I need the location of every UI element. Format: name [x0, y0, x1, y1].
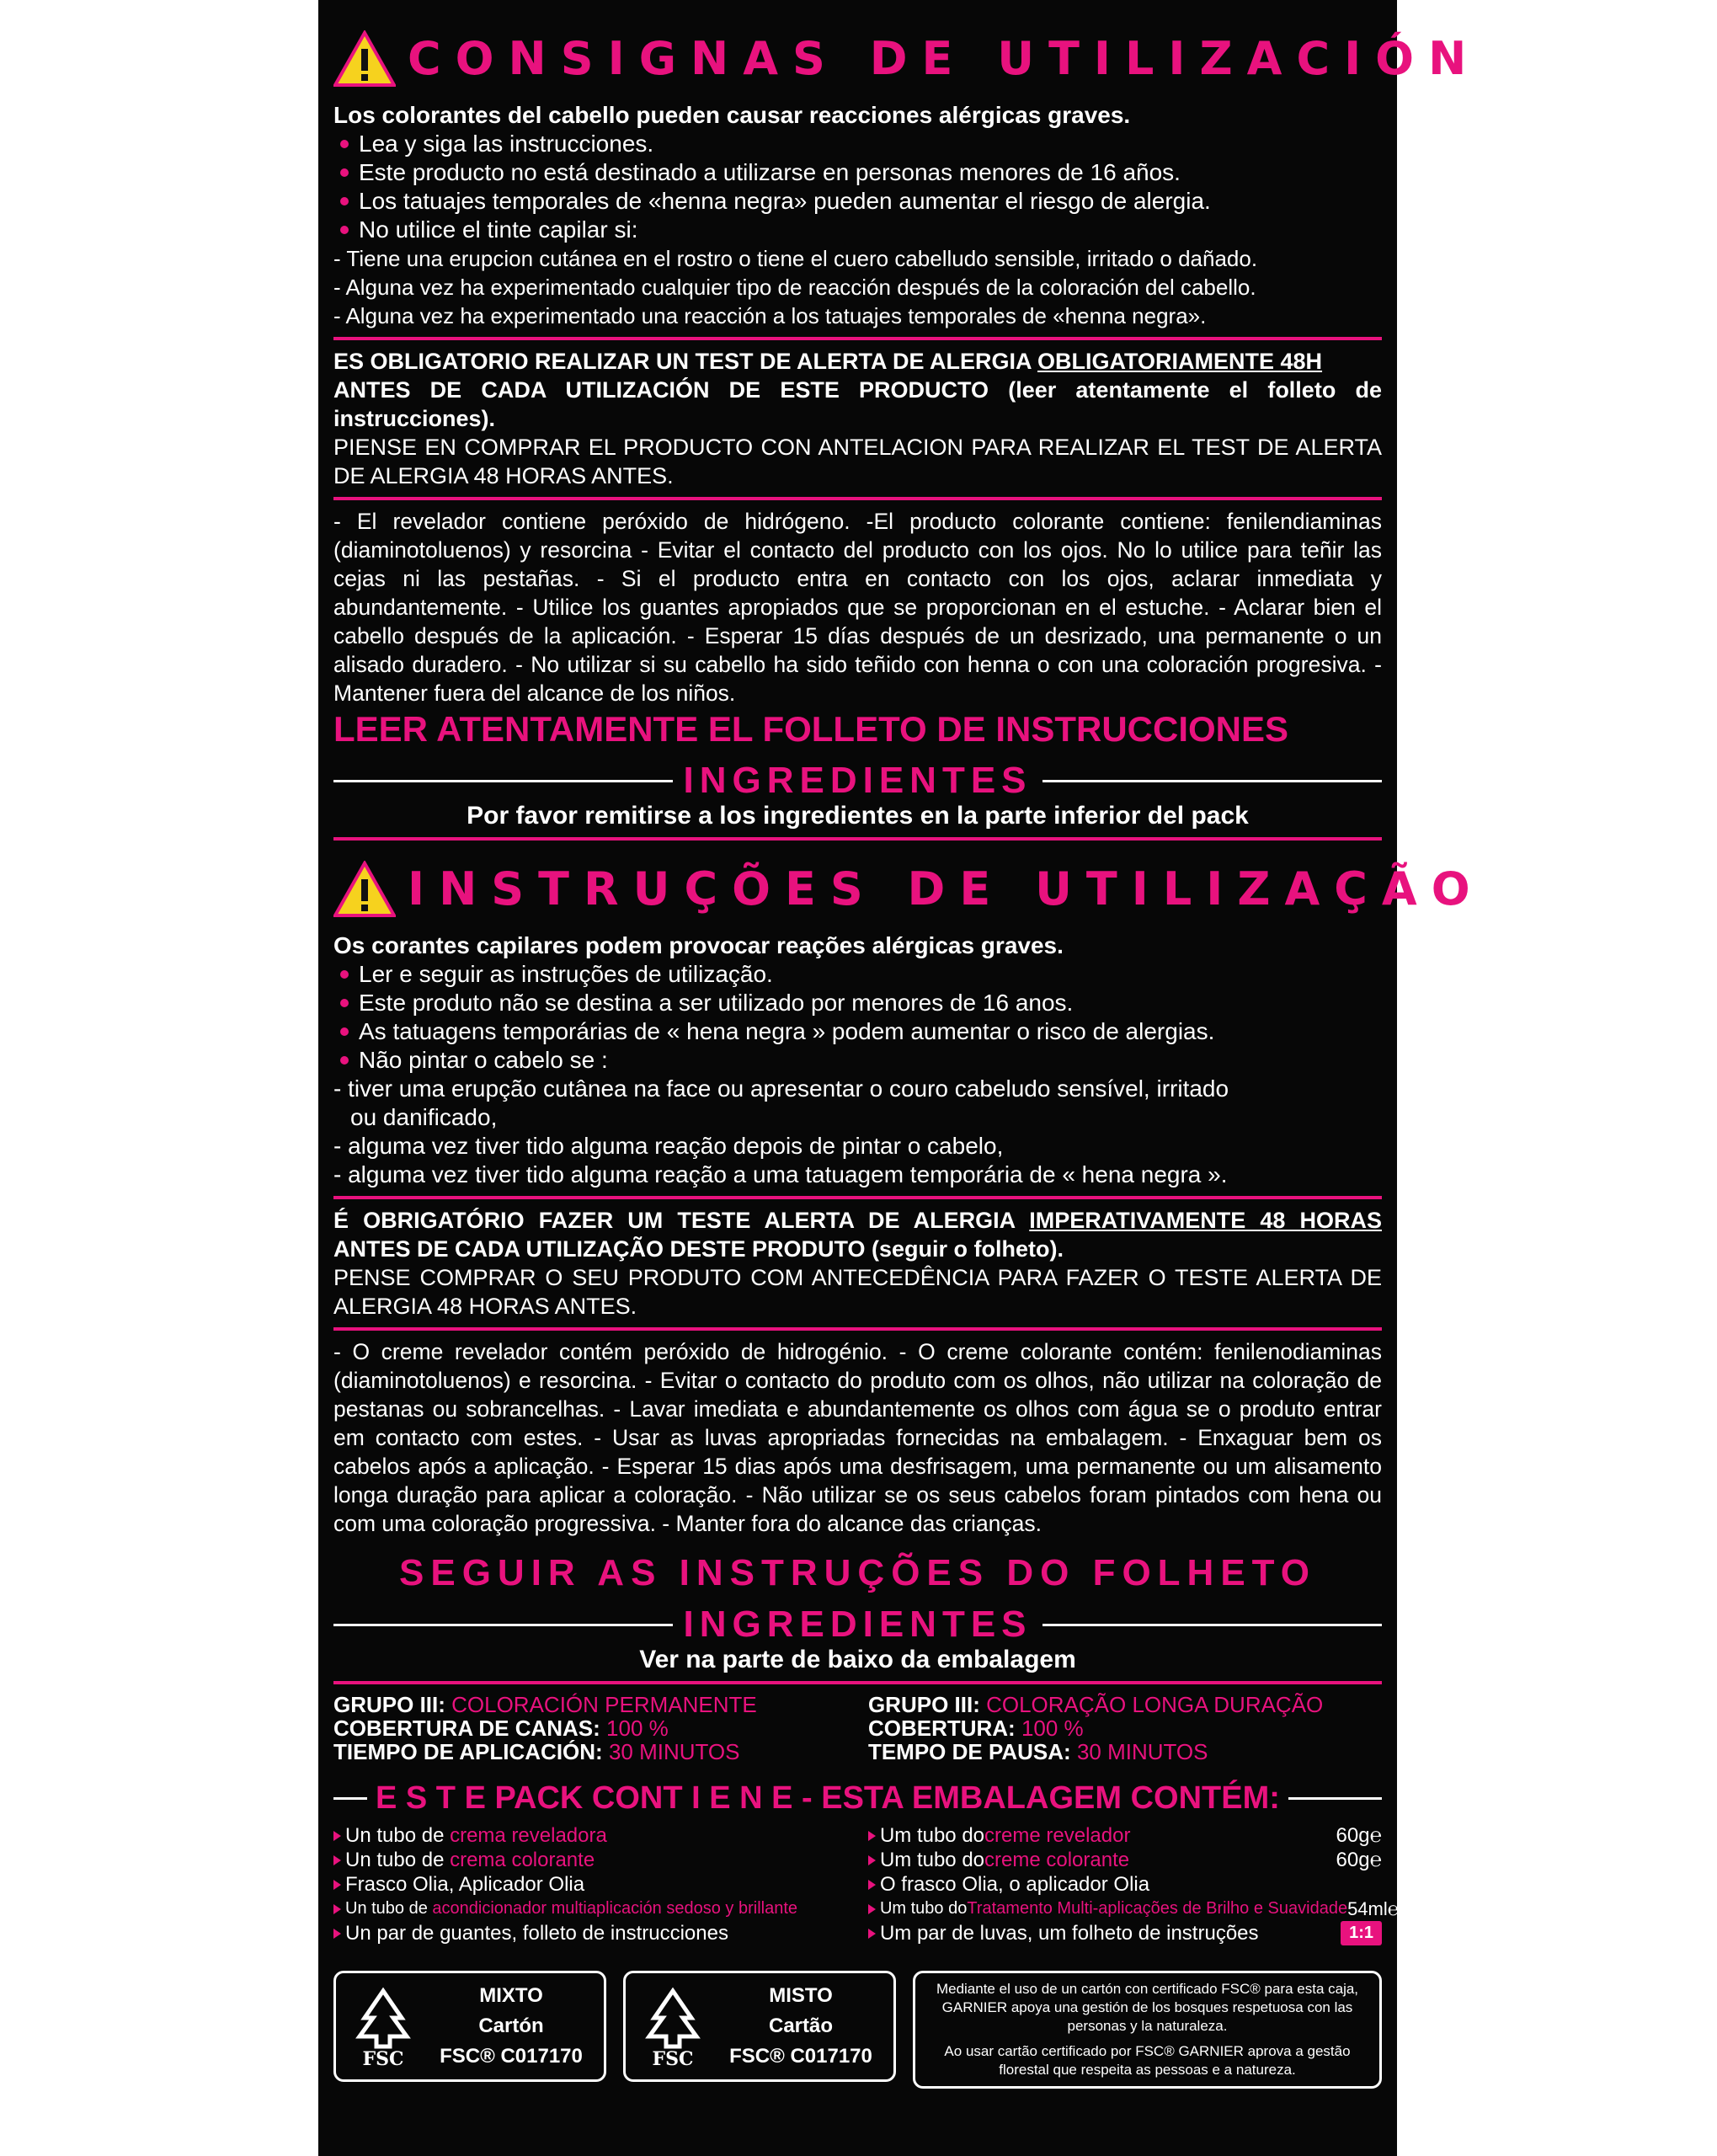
rule: [333, 1797, 367, 1800]
fsc-tree-logo: [348, 1984, 419, 2068]
warning-icon: [333, 861, 396, 918]
pt-paragraph: - O creme revelador contém peróxido de hidrogénio. - O creme colorante contém: fenilenodiaminas (diaminotoluenos) e resorcina. - Evitar o contacto do produto com os olhos, não utilizar na coloração de pestanas ou sobrancelhas. - Lavar imediata e abundantemente os olhos com água se o produto entrar em contacto com estes. - Usar as luvas apropriadas fornecidas na embalagem. - Enxaguar bem os cabelos após a aplicação. - Esperar 15 dias após uma desfrisagem, uma permanente ou um alisamento longa duração para aplicar a coloração. - Não utilizar se os seus cabelos foram pintados com hena ou com uma coloração progressiva. - Manter fora do alcance das crianças.: [333, 1339, 1382, 1536]
pt-test-underline: IMPERATIVAMENTE 48 HORAS: [1029, 1208, 1382, 1233]
fsc-line: MISTO: [769, 1984, 833, 2007]
es-test-underline: OBLIGATORIAMENTE 48H: [1037, 349, 1323, 374]
rule: [333, 1624, 673, 1626]
pack-title: E S T E PACK CONT I E N E - ESTA EMBALAGEM CONTÉM:: [376, 1780, 1280, 1816]
pt-test-bold: É OBRIGATÓRIO FAZER UM TESTE ALERTA DE ALERGIA: [333, 1208, 1030, 1233]
group-value: COLORACIÓN PERMANENTE: [451, 1692, 757, 1717]
group-key: COBERTURA:: [867, 1716, 1021, 1741]
pack-item-highlight: creme revelador: [984, 1824, 1131, 1847]
group-value: 30 MINUTOS: [608, 1739, 740, 1764]
pack-quantity: 60g℮: [1336, 1849, 1382, 1871]
es-bullet: No utilice el tinte capilar si:: [333, 216, 1382, 244]
pt-test-plain: PENSE COMPRAR O SEU PRODUTO COM ANTECEDÊNCIA PARA FAZER O TESTE ALERTA DE ALERGIA 48 HORAS ANTES.: [333, 1265, 1382, 1319]
pack-item: Um par de luvas, um folheto de instruções: [879, 1922, 1259, 1945]
pack-item: Un tubo de: [345, 1824, 451, 1847]
pack-contents: [333, 1823, 1399, 1945]
fsc-logo-text: FSC: [362, 2048, 404, 2068]
pack-item-highlight: Tratamento Multi-aplicações de Brilho e Suavidade: [967, 1899, 1348, 1918]
pt-warning: Os corantes capilares podem provocar reações alérgicas graves.: [333, 932, 1064, 958]
fsc-badge-pt: [623, 1971, 896, 2082]
pt-bullet: Este produto não se destina a ser utilizado por menores de 16 anos.: [333, 989, 1382, 1017]
pt-bullet: Não pintar o cabelo se :: [333, 1046, 1382, 1075]
divider: [333, 1196, 1382, 1199]
divider: [333, 337, 1382, 340]
divider: [333, 837, 1382, 841]
pack-item-highlight: creme colorante: [984, 1849, 1130, 1871]
es-dash: - Alguna vez ha experimentado una reacción a los tatuajes temporales de «henna negra».: [333, 303, 1207, 328]
groups-pt: [868, 1693, 1382, 1764]
package-panel: [318, 0, 1485, 2156]
divider: [333, 497, 1382, 500]
group-key: GRUPO III:: [867, 1692, 987, 1717]
pt-test-block: [333, 1206, 1382, 1321]
fsc-badge-es: [333, 1971, 606, 2082]
pack-es: [333, 1823, 847, 1945]
pack-item: Un par de guantes, folleto de instrucciones: [345, 1922, 728, 1945]
group-value: 30 MINUTOS: [1076, 1739, 1208, 1764]
divider: [333, 1681, 1382, 1684]
group-key: TIEMPO DE APLICACIÓN:: [333, 1739, 609, 1764]
fsc-code: FSC® C017170: [729, 2045, 872, 2068]
pack-item: Frasco Olia, Aplicador Olia: [345, 1873, 585, 1896]
pack-item: O frasco Olia, o aplicador Olia: [879, 1873, 1150, 1896]
es-test-bold: ES OBLIGATORIO REALIZAR UN TEST DE ALERTA DE ALERGIA: [333, 349, 1038, 374]
es-paragraph: - El revelador contiene peróxido de hidrógeno. -El producto colorante contiene: fenilendiaminas (diaminotoluenos) y resorcina - Evitar el contacto del producto con los ojos. No lo utilice para teñir las cejas ni las pestañas. - Si el producto entra en contacto con los ojos, aclarar inmediata y abundantemente. - Utilice los guantes apropiados que se proporcionan en el estuche. - Aclarar bien el cabello después de la aplicación. - Esperar 15 días después de un desrizado, una permanente o un alisado duradero. - No utilizar si su cabello ha sido teñido con henna o con una coloración progresiva. - Mantener fuera del alcance de los niños.: [333, 509, 1382, 706]
pack-quantity: 54ml℮: [1347, 1898, 1399, 1919]
pt-dash: - tiver uma erupção cutânea na face ou apresentar o couro cabeludo sensível, irritado: [333, 1075, 1229, 1102]
pt-dash: - alguma vez tiver tido alguma reação depois de pintar o cabelo,: [333, 1133, 1004, 1159]
fsc-line: Cartão: [768, 2015, 834, 2037]
ratio-badge: 1:1: [1341, 1921, 1382, 1945]
es-test-bold-b: ANTES DE CADA UTILIZACIÓN DE ESTE PRODUCTO (leer atentamente el folleto de instrucciones).: [333, 377, 1382, 431]
pt-follow-leaflet: SEGUIR AS INSTRUÇÕES DO FOLHETO: [399, 1552, 1316, 1593]
es-bullet: Los tatuajes temporales de «henna negra» pueden aumentar el riesgo de alergia.: [333, 187, 1382, 216]
pt-ingredients-text: Ver na parte de baixo da embalagem: [639, 1646, 1076, 1673]
fsc-logo-text: FSC: [652, 2048, 694, 2068]
rule: [1042, 780, 1382, 782]
groups-es: [333, 1693, 847, 1764]
ingredients-title: INGREDIENTES: [683, 1604, 1032, 1645]
pack-quantity: 60g℮: [1336, 1824, 1382, 1847]
es-ingredients-text: Por favor remitirse a los ingredientes en la parte inferior del pack: [467, 802, 1249, 830]
fsc-tree-logo: [637, 1984, 708, 2068]
fsc-line: MIXTO: [479, 1984, 543, 2007]
pt-title: INSTRUÇÕES DE UTILIZAÇÃO: [408, 862, 1485, 915]
es-bullet: Lea y siga las instrucciones.: [333, 130, 1382, 158]
pack-heading: [333, 1780, 1382, 1817]
group-value: 100 %: [1021, 1716, 1084, 1741]
pack-item: Un tubo de: [345, 1849, 451, 1871]
groups-block: [333, 1693, 1382, 1764]
fsc-note: [913, 1971, 1382, 2089]
pt-test-bold-b: ANTES DE CADA UTILIZAÇÃO DESTE PRODUTO (seguir o folheto).: [333, 1236, 1064, 1262]
fsc-text: [419, 1981, 604, 2072]
pt-dash: - alguma vez tiver tido alguma reação a uma tatuagem temporária de « hena negra ».: [333, 1161, 1228, 1187]
pack-item: Un tubo de: [345, 1899, 433, 1918]
es-ingredients-heading: [333, 760, 1382, 802]
pack-item-highlight: crema reveladora: [450, 1824, 607, 1847]
divider: [333, 1327, 1382, 1331]
es-dash: - Tiene una erupcion cutánea en el rostro o tiene el cuero cabelludo sensible, irritado o dañado.: [333, 246, 1258, 271]
es-dash: - Alguna vez ha experimentado cualquier tipo de reacción después de la coloración del cabello.: [333, 275, 1256, 300]
group-value: 100 %: [606, 1716, 669, 1741]
pack-item: Um tubo do: [879, 1824, 985, 1847]
warning-icon: [333, 30, 396, 88]
pack-item: Um tubo do: [879, 1899, 968, 1918]
ingredients-title: INGREDIENTES: [683, 760, 1032, 801]
es-read-leaflet: LEER ATENTAMENTE EL FOLLETO DE INSTRUCCIONES: [333, 709, 1289, 749]
rule: [1042, 1624, 1382, 1626]
es-title-row: [333, 17, 1481, 101]
pt-dash: ou danificado,: [350, 1104, 498, 1130]
pack-item: Um tubo do: [879, 1849, 985, 1871]
es-bullet: Este producto no está destinado a utilizarse en personas menores de 16 años.: [333, 158, 1382, 187]
es-test-plain: PIENSE EN COMPRAR EL PRODUCTO CON ANTELACION PARA REALIZAR EL TEST DE ALERTA DE ALERGIA 48 HORAS ANTES.: [333, 435, 1382, 488]
fsc-note-es: Mediante el uso de un cartón con certificado FSC® para esta caja, GARNIER apoya una gestión de los bosques respetuosa con las personas y la naturaleza.: [936, 1981, 1359, 2034]
group-key: GRUPO III:: [333, 1692, 452, 1717]
fsc-note-pt: Ao usar cartão certificado por FSC® GARNIER aprova a gestão florestal que respeita as pessoas e a natureza.: [944, 2043, 1351, 2078]
pt-title-row: [333, 847, 1485, 931]
rule: [333, 780, 673, 782]
group-value: COLORAÇÃO LONGA DURAÇÃO: [986, 1692, 1324, 1717]
group-key: COBERTURA DE CANAS:: [333, 1716, 607, 1741]
rule: [1288, 1797, 1382, 1800]
pt-bullet: As tatuagens temporárias de « hena negra » podem aumentar o risco de alergias.: [333, 1017, 1382, 1046]
certification-row: [333, 1971, 1382, 2089]
pt-ingredients-heading: [333, 1604, 1382, 1646]
es-warning: Los colorantes del cabello pueden causar reacciones alérgicas graves.: [333, 102, 1131, 128]
es-title: CONSIGNAS DE UTILIZACIÓN: [408, 32, 1481, 85]
es-test-block: [333, 347, 1382, 490]
pack-item-highlight: crema colorante: [450, 1849, 595, 1871]
panel-content: [333, 0, 1485, 2089]
fsc-line: Cartón: [478, 2015, 544, 2037]
pt-bullet: Ler e seguir as instruções de utilização.: [333, 960, 1382, 989]
fsc-text: [708, 1981, 893, 2072]
pack-pt: [868, 1823, 1399, 1945]
group-key: TEMPO DE PAUSA:: [867, 1739, 1077, 1764]
fsc-code: FSC® C017170: [440, 2045, 583, 2068]
pack-item-highlight: acondicionador multiaplicación sedoso y brillante: [432, 1899, 798, 1918]
